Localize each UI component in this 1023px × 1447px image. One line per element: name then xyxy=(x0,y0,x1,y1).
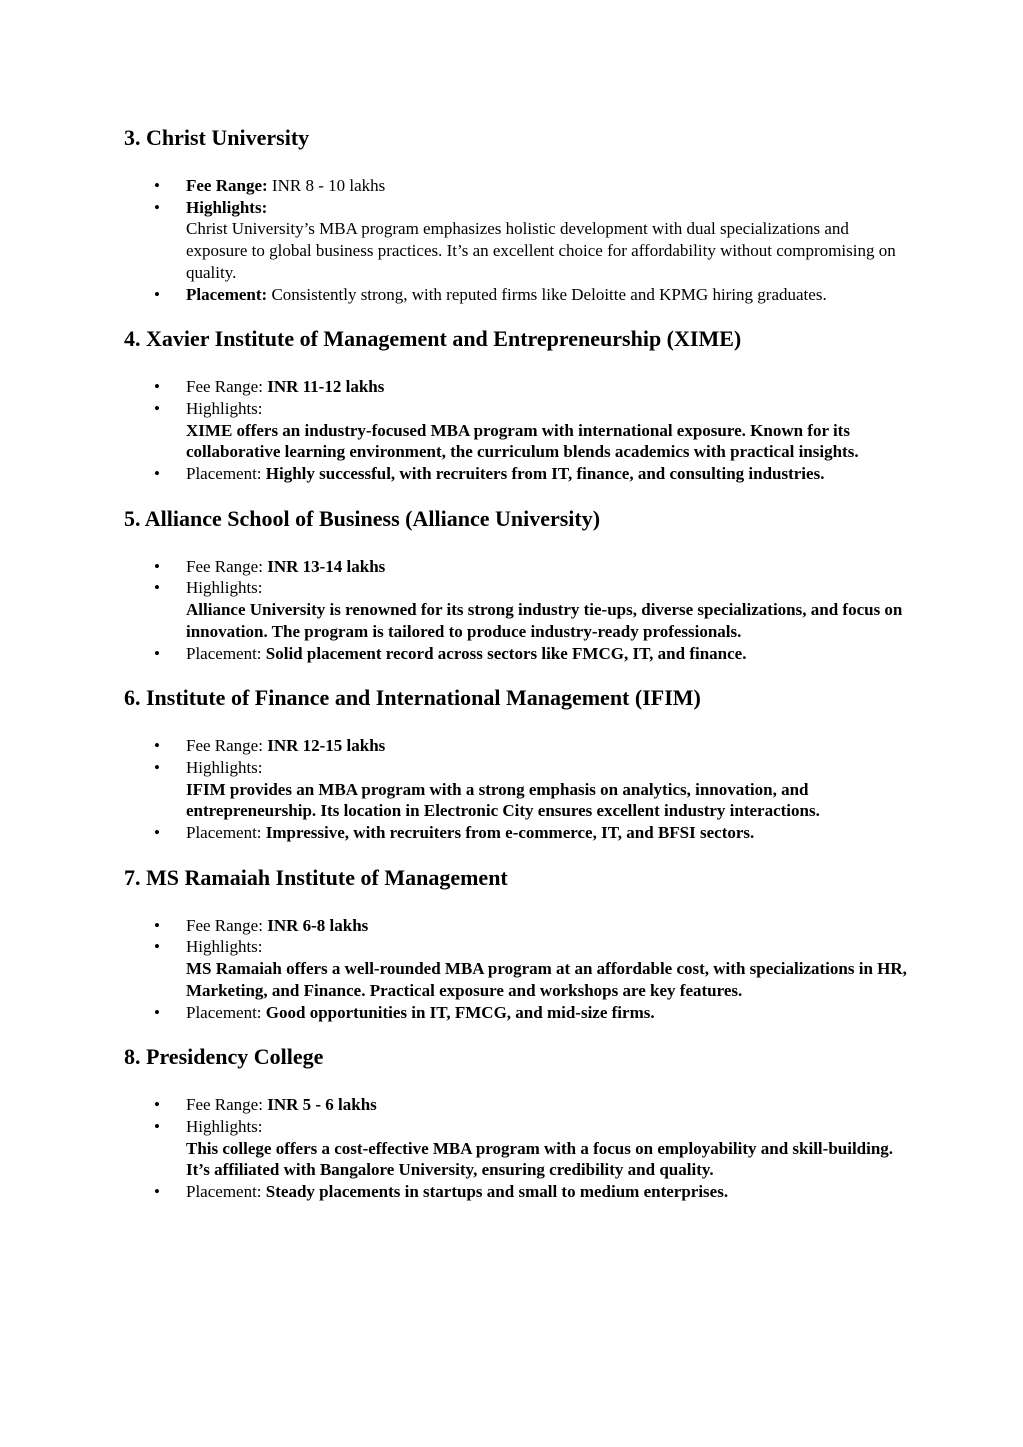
highlights-text: MS Ramaiah offers a well-rounded MBA program at an affordable cost, with specializations in HR, Marketing, and Finance. Practical exposure and workshops are key features. xyxy=(186,959,907,1000)
highlights-label: • Highlights: xyxy=(186,757,263,777)
details-list xyxy=(124,175,914,305)
highlights-label: • Highlights: xyxy=(186,197,268,217)
highlights-label: • Highlights: xyxy=(186,578,263,598)
placement-item xyxy=(186,463,914,485)
section-ms-ramaiah xyxy=(124,864,914,1024)
highlights-item xyxy=(186,757,914,822)
details-list xyxy=(124,376,914,485)
placement-label: Placement: xyxy=(186,823,266,843)
placement-item xyxy=(186,284,914,306)
fee-range-item xyxy=(186,556,914,578)
highlights-item xyxy=(186,936,914,1001)
placement-label: Placement: xyxy=(186,643,266,663)
fee-range-item xyxy=(186,1094,914,1116)
highlights-label: • Highlights: xyxy=(186,937,263,957)
placement-label: Placement: xyxy=(186,1182,266,1202)
placement-value: Solid placement record across sectors like FMCG, IT, and finance. xyxy=(265,643,747,663)
placement-value: Consistently strong, with reputed firms like Deloitte and KPMG hiring graduates. xyxy=(267,284,827,304)
fee-range-value: INR 5 - 6 lakhs xyxy=(267,1095,377,1115)
fee-range-value: INR 6-8 lakhs xyxy=(267,915,369,935)
fee-range-item xyxy=(186,735,914,757)
fee-range-label: Fee Range: xyxy=(186,1095,268,1115)
section-alliance xyxy=(124,505,914,665)
details-list xyxy=(124,556,914,665)
section-heading: 7. MS Ramaiah Institute of Management xyxy=(124,864,508,890)
highlights-item xyxy=(186,197,914,284)
placement-label: Placement: xyxy=(186,284,268,304)
placement-value: Good opportunities in IT, FMCG, and mid-size firms. xyxy=(265,1002,655,1022)
details-list xyxy=(124,1094,914,1203)
details-list xyxy=(124,735,914,844)
fee-range-label: Fee Range: xyxy=(186,915,268,935)
section-christ-university xyxy=(124,124,914,305)
placement-label: Placement: xyxy=(186,464,266,484)
highlights-label: • Highlights: xyxy=(186,398,263,418)
document-page xyxy=(124,124,914,1223)
fee-range-item xyxy=(186,376,914,398)
highlights-item xyxy=(186,398,914,463)
fee-range-value: INR 12-15 lakhs xyxy=(267,736,386,756)
highlights-item xyxy=(186,1116,914,1181)
fee-range-label: Fee Range: xyxy=(186,736,268,756)
fee-range-label: Fee Range: xyxy=(186,556,268,576)
fee-range-label: Fee Range: xyxy=(186,377,268,397)
fee-range-label: Fee Range: xyxy=(186,176,268,195)
fee-range-value: INR 8 - 10 lakhs xyxy=(267,176,386,195)
section-heading: 6. Institute of Finance and International Management (IFIM) xyxy=(124,685,701,711)
highlights-item xyxy=(186,577,914,642)
section-ifim xyxy=(124,684,914,844)
highlights-text: IFIM provides an MBA program with a strong emphasis on analytics, innovation, and entrepreneurship. Its location in Electronic City ensures excellent industry interactions. xyxy=(186,779,820,821)
highlights-text: Christ University’s MBA program emphasizes holistic development with dual specializations and exposure to global business practices. It’s an excellent choice for affordability without compromising on quality. xyxy=(186,219,896,282)
placement-value: Impressive, with recruiters from e-commerce, IT, and BFSI sectors. xyxy=(265,823,755,843)
highlights-text: XIME offers an industry-focused MBA program with international exposure. Known for its collaborative learning environment, the curriculum blends academics with practical insights. xyxy=(186,420,859,462)
placement-value: Steady placements in startups and small to medium enterprises. xyxy=(265,1182,729,1202)
placement-value: Highly successful, with recruiters from IT, finance, and consulting industries. xyxy=(265,464,825,484)
highlights-label: • Highlights: xyxy=(186,1116,263,1136)
placement-item xyxy=(186,643,914,665)
section-heading: 5. Alliance School of Business (Alliance University) xyxy=(124,505,601,531)
section-heading: 3. Christ University xyxy=(124,125,310,150)
fee-range-value: INR 13-14 lakhs xyxy=(267,556,386,576)
placement-item xyxy=(186,1002,914,1024)
section-heading: 8. Presidency College xyxy=(124,1044,324,1070)
fee-range-item xyxy=(186,915,914,937)
details-list xyxy=(124,915,914,1024)
highlights-text: This college offers a cost-effective MBA program with a focus on employability and skill-building. It’s affiliated with Bangalore University, ensuring credibility and quality. xyxy=(186,1138,894,1180)
fee-range-value: INR 11-12 lakhs xyxy=(267,377,385,397)
highlights-text: Alliance University is renowned for its strong industry tie-ups, diverse specializations, and focus on innovation. The program is tailored to produce industry-ready professionals. xyxy=(186,600,903,641)
section-xime xyxy=(124,325,914,485)
section-presidency-college xyxy=(124,1043,914,1203)
placement-label: Placement: xyxy=(186,1002,266,1022)
placement-item xyxy=(186,1181,914,1203)
section-heading: 4. Xavier Institute of Management and Entrepreneurship (XIME) xyxy=(124,326,742,352)
placement-item xyxy=(186,822,914,844)
fee-range-item xyxy=(186,175,914,197)
